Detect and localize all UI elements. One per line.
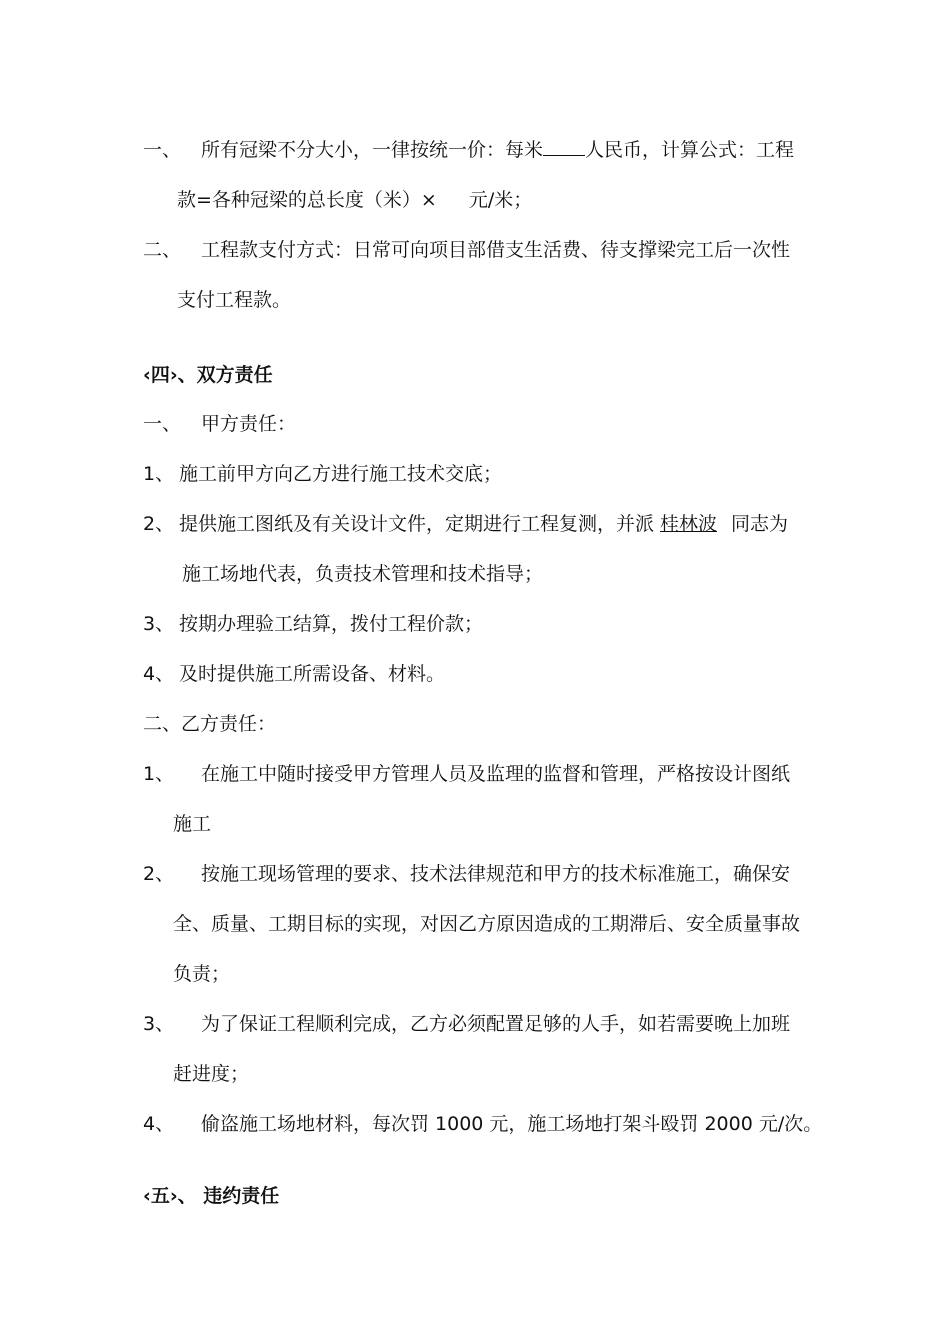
party-b-item-3-cont: 赶进度； xyxy=(173,1063,250,1085)
party-b-item-2-cont: 全、质量、工期目标的实现，对因乙方原因造成的工期滞后、安全质量事故 xyxy=(173,913,801,935)
pricing-item-1-cont xyxy=(177,187,532,213)
formula-text: 款=各种冠梁的总长度（米）× xyxy=(177,189,437,211)
party-b-item-2: 按施工现场管理的要求、技术法律规范和甲方的技术标准施工，确保安 xyxy=(201,863,791,885)
formula-unit: 元/米； xyxy=(468,189,533,211)
section-heading-4: ‹四›、双方责任 xyxy=(143,364,273,386)
item-number: 2、 xyxy=(143,863,175,885)
pricing-item-1-part1: 所有冠梁不分大小，一律按统一价：每米 xyxy=(201,139,544,161)
party-a-item-2-cont: 施工场地代表，负责技术管理和技术指导； xyxy=(182,563,544,585)
pricing-item-2: 工程款支付方式：日常可向项目部借支生活费、待支撑梁完工后一次性 xyxy=(201,239,791,261)
item-number: 一、 xyxy=(143,139,182,161)
party-b-item-2-cont2: 负责； xyxy=(173,963,231,985)
party-b-item-4: 偷盗施工场地材料，每次罚 1000 元，施工场地打架斗殴罚 2000 元/次。 xyxy=(201,1113,823,1135)
item-number: 4、 xyxy=(143,1113,175,1135)
party-a-item-1: 施工前甲方向乙方进行施工技术交底； xyxy=(179,463,503,485)
pricing-item-1 xyxy=(201,137,794,163)
party-a-item-2-text: 提供施工图纸及有关设计文件，定期进行工程复测，并派 xyxy=(179,513,655,535)
item-number: 1、 xyxy=(143,463,175,485)
party-a-item-4: 及时提供施工所需设备、材料。 xyxy=(179,663,446,685)
item-number: 1、 xyxy=(143,763,175,785)
party-b-item-1: 在施工中随时接受甲方管理人员及监理的监督和管理，严格按设计图纸 xyxy=(201,763,791,785)
item-number: 3、 xyxy=(143,1013,175,1035)
item-number: 3、 xyxy=(143,613,175,635)
party-a-item-2-text-end: 同志为 xyxy=(731,513,789,535)
pricing-item-1-part2: 人民币，计算公式：工程 xyxy=(585,139,795,161)
party-b-title: 二、乙方责任： xyxy=(143,713,277,735)
party-b-item-3: 为了保证工程顺利完成，乙方必须配置足够的人手，如若需要晚上加班 xyxy=(201,1013,791,1035)
price-blank xyxy=(543,137,585,156)
party-a-item-2 xyxy=(179,511,788,537)
section-heading-5: ‹五›、 违约责任 xyxy=(143,1185,280,1207)
item-number: 一、 xyxy=(143,413,182,435)
item-number: 2、 xyxy=(143,513,175,535)
party-a-title: 甲方责任： xyxy=(201,413,297,435)
item-number: 4、 xyxy=(143,663,175,685)
representative-name: 桂林波 xyxy=(660,513,718,535)
party-b-item-1-cont: 施工 xyxy=(173,813,212,835)
pricing-item-2-cont: 支付工程款。 xyxy=(177,289,292,311)
party-a-item-3: 按期办理验工结算，拨付工程价款； xyxy=(179,613,484,635)
item-number: 二、 xyxy=(143,239,182,261)
